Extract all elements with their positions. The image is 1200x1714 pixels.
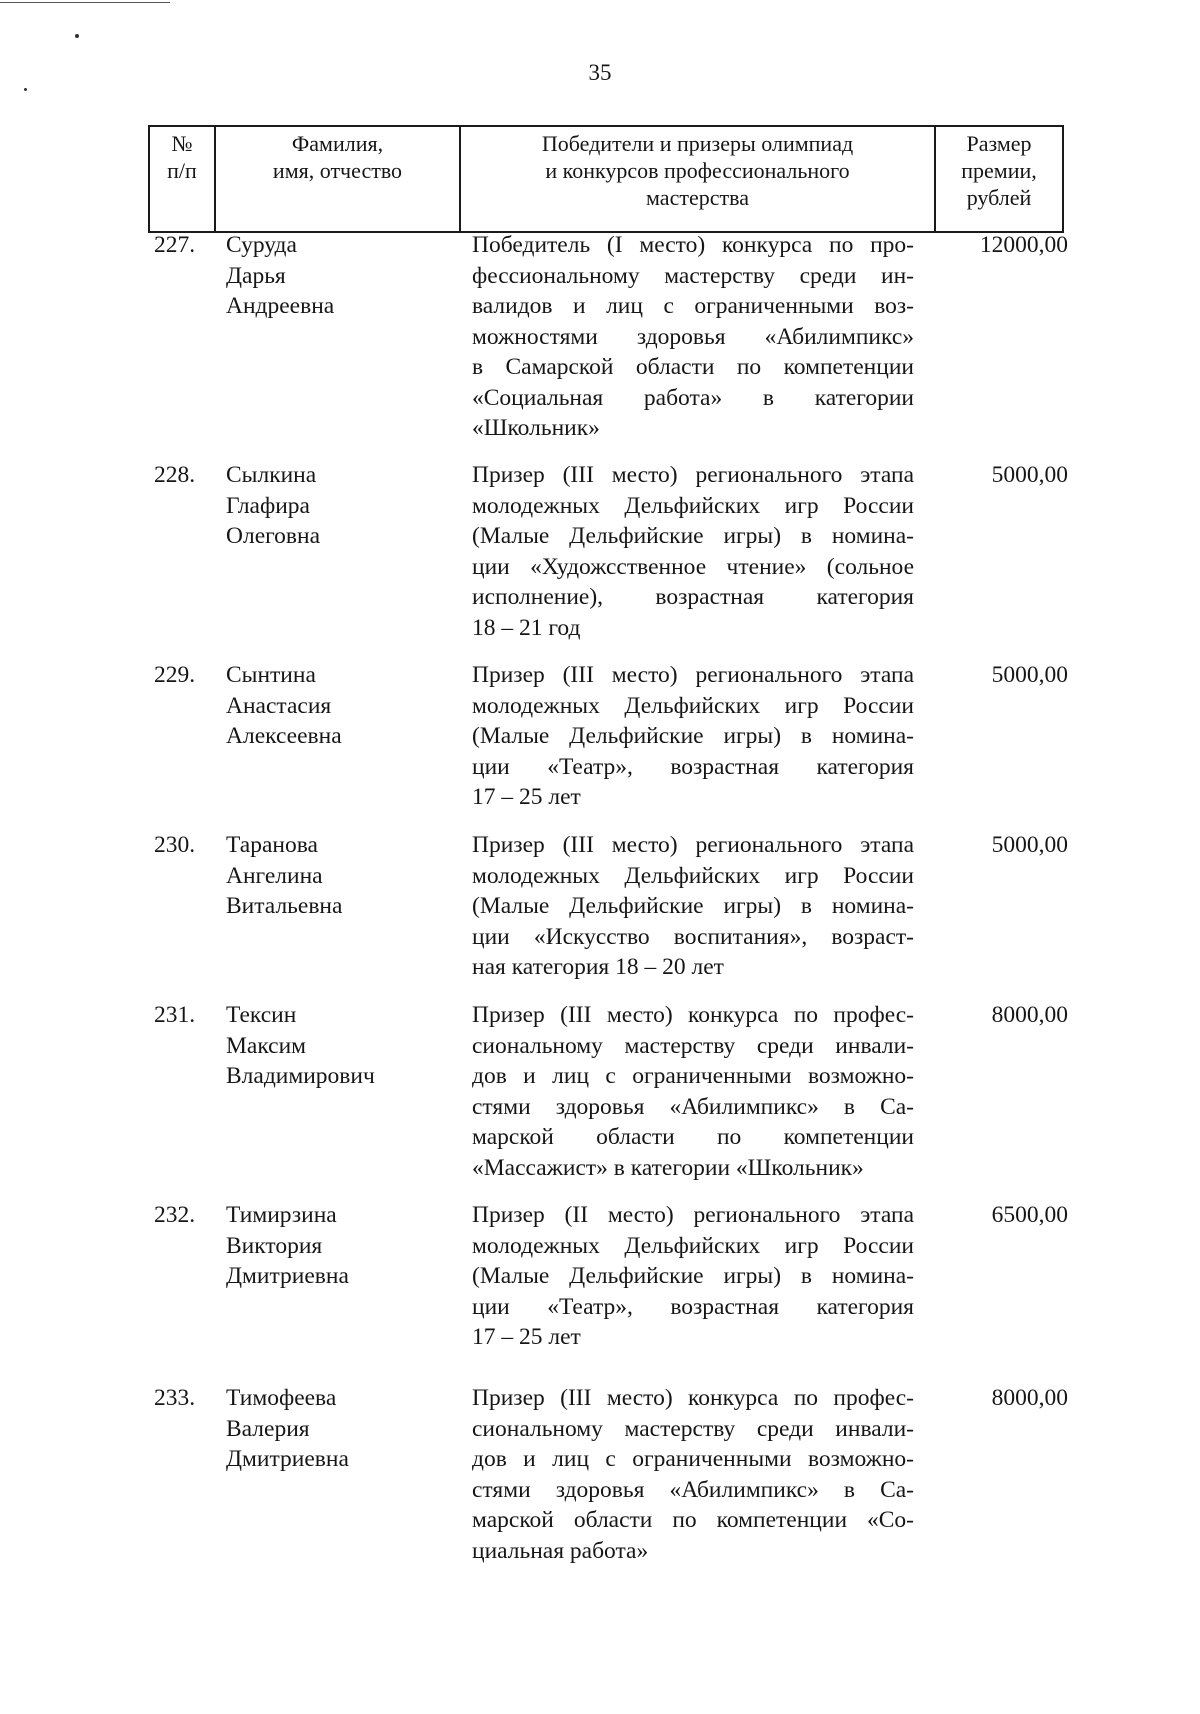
header-name: Фамилия, имя, отчество [215, 126, 460, 232]
description-line: циальная работа» [472, 1537, 649, 1564]
row-full-name [226, 230, 456, 322]
description-line: стями здоровья «Абилимпикс» в Са- [472, 1476, 914, 1503]
description-line: 17 – 25 лет [472, 784, 581, 810]
description-line: Призер (III место) конкурса по профес- [472, 1385, 914, 1411]
name-first: Максим [226, 1032, 307, 1059]
row-amount: 5000,00 [991, 462, 1068, 488]
description-line: дов и лиц с ограниченными возможно- [472, 1446, 914, 1472]
name-surname: Тимирзина [226, 1202, 337, 1228]
row-number: 227. [154, 232, 196, 258]
row-number: 231. [154, 1002, 196, 1028]
description-line: «Массажист» в категории «Школьник» [472, 1154, 864, 1181]
description-line: стями здоровья «Абилимпикс» в Са- [472, 1093, 914, 1120]
description-line: 18 – 21 год [472, 614, 581, 641]
table-body [148, 230, 1068, 1613]
description-line: молодежных Дельфийских игр России [472, 692, 914, 719]
row-amount: 5000,00 [991, 832, 1068, 858]
description-line: ции «Театр», возрастная категория [472, 1293, 914, 1320]
row-description [472, 1200, 914, 1353]
scan-edge-line [0, 2, 170, 3]
row-full-name [226, 1383, 456, 1475]
name-surname: Суруда [226, 232, 297, 258]
row-description [472, 1383, 914, 1566]
row-amount: 12000,00 [979, 232, 1068, 258]
name-patronymic: Олеговна [226, 523, 321, 549]
table-row [148, 830, 1068, 1000]
name-patronymic: Андреевна [226, 293, 335, 319]
row-full-name [226, 460, 456, 552]
row-full-name [226, 660, 456, 752]
row-description [472, 1000, 914, 1183]
row-description [472, 830, 914, 983]
row-number: 232. [154, 1202, 196, 1228]
row-full-name [226, 1000, 456, 1092]
description-line: ции «Искусство воспитания», возраст- [472, 923, 914, 950]
description-line: ции «Театр», возрастная категория [472, 753, 914, 780]
description-line: Победитель (I место) конкурса по про- [472, 232, 914, 258]
name-first: Валерия [226, 1415, 310, 1442]
row-number: 228. [154, 462, 196, 488]
description-line: «Школьник» [472, 415, 600, 441]
row-description [472, 460, 914, 643]
name-surname: Сынтина [226, 662, 316, 688]
description-line: марской области по компетенции [472, 1124, 914, 1150]
description-line: молодежных Дельфийских игр России [472, 1232, 914, 1259]
name-patronymic: Дмитриевна [226, 1446, 349, 1472]
row-full-name [226, 830, 456, 922]
row-description [472, 660, 914, 813]
name-first: Ангелина [226, 862, 323, 889]
name-patronymic: Алексеевна [226, 723, 342, 749]
header-number: № п/п [149, 126, 215, 232]
description-line: ная категория 18 – 20 лет [472, 954, 724, 980]
name-first: Виктория [226, 1232, 323, 1259]
description-line: (Малые Дельфийские игры) в номина- [472, 1263, 914, 1289]
table-row [148, 230, 1068, 460]
row-number: 230. [154, 832, 196, 858]
page-number: 35 [588, 60, 612, 85]
description-line: можностями здоровья «Абилимпикс» [472, 323, 914, 350]
description-line: «Социальная работа» в категории [472, 384, 914, 411]
description-line: сиональному мастерству среди инвали- [472, 1415, 914, 1442]
scan-speck [75, 34, 79, 38]
description-line: (Малые Дельфийские игры) в номина- [472, 893, 914, 919]
table-row [148, 660, 1068, 830]
table-row [148, 1000, 1068, 1200]
name-surname: Таранова [226, 832, 318, 858]
description-line: ции «Художсственное чтение» (сольное [472, 553, 914, 580]
table-row [148, 1383, 1068, 1613]
table-row [148, 460, 1068, 660]
name-first: Анастасия [226, 692, 332, 719]
description-line: 17 – 25 лет [472, 1324, 581, 1350]
row-full-name [226, 1200, 456, 1292]
row-amount: 8000,00 [991, 1002, 1068, 1028]
description-line: Призер (III место) конкурса по профес- [472, 1002, 914, 1028]
header-description: Победители и призеры олимпиад и конкурсов профессионального мастерства [460, 126, 935, 232]
description-line: дов и лиц с ограниченными возможно- [472, 1063, 914, 1089]
description-line: (Малые Дельфийские игры) в номина- [472, 723, 914, 749]
header-amount: Размер премии, рублей [935, 126, 1063, 232]
description-line: Призер (III место) регионального этапа [472, 462, 914, 488]
description-line: сиональному мастерству среди инвали- [472, 1032, 914, 1059]
row-amount: 5000,00 [991, 662, 1068, 688]
description-line: фессиональному мастерству среди ин- [472, 262, 914, 289]
row-amount: 6500,00 [991, 1202, 1068, 1228]
name-surname: Сылкина [226, 462, 317, 488]
row-description [472, 230, 914, 444]
description-line: Призер (III место) регионального этапа [472, 662, 914, 688]
description-line: валидов и лиц с ограниченными воз- [472, 293, 914, 319]
table-row [148, 1200, 1068, 1383]
description-line: Призер (III место) регионального этапа [472, 832, 914, 858]
description-line: в Самарской области по компетенции [472, 354, 914, 380]
name-patronymic: Дмитриевна [226, 1263, 349, 1289]
description-line: Призер (II место) регионального этапа [472, 1202, 914, 1228]
description-line: марской области по компетенции «Со- [472, 1507, 914, 1533]
row-number: 233. [154, 1385, 196, 1411]
description-line: исполнение), возрастная категория [472, 584, 914, 610]
row-amount: 8000,00 [991, 1385, 1068, 1411]
row-number: 229. [154, 662, 196, 688]
name-surname: Тимофеева [226, 1385, 337, 1411]
name-surname: Тексин [226, 1002, 297, 1028]
table-header [148, 125, 1064, 233]
name-first: Глафира [226, 492, 310, 519]
name-patronymic: Владимирович [226, 1063, 375, 1089]
name-patronymic: Витальевна [226, 893, 343, 919]
scan-speck [24, 88, 27, 91]
description-line: молодежных Дельфийских игр России [472, 862, 914, 889]
description-line: молодежных Дельфийских игр России [472, 492, 914, 519]
description-line: (Малые Дельфийские игры) в номина- [472, 523, 914, 549]
name-first: Дарья [226, 262, 286, 289]
